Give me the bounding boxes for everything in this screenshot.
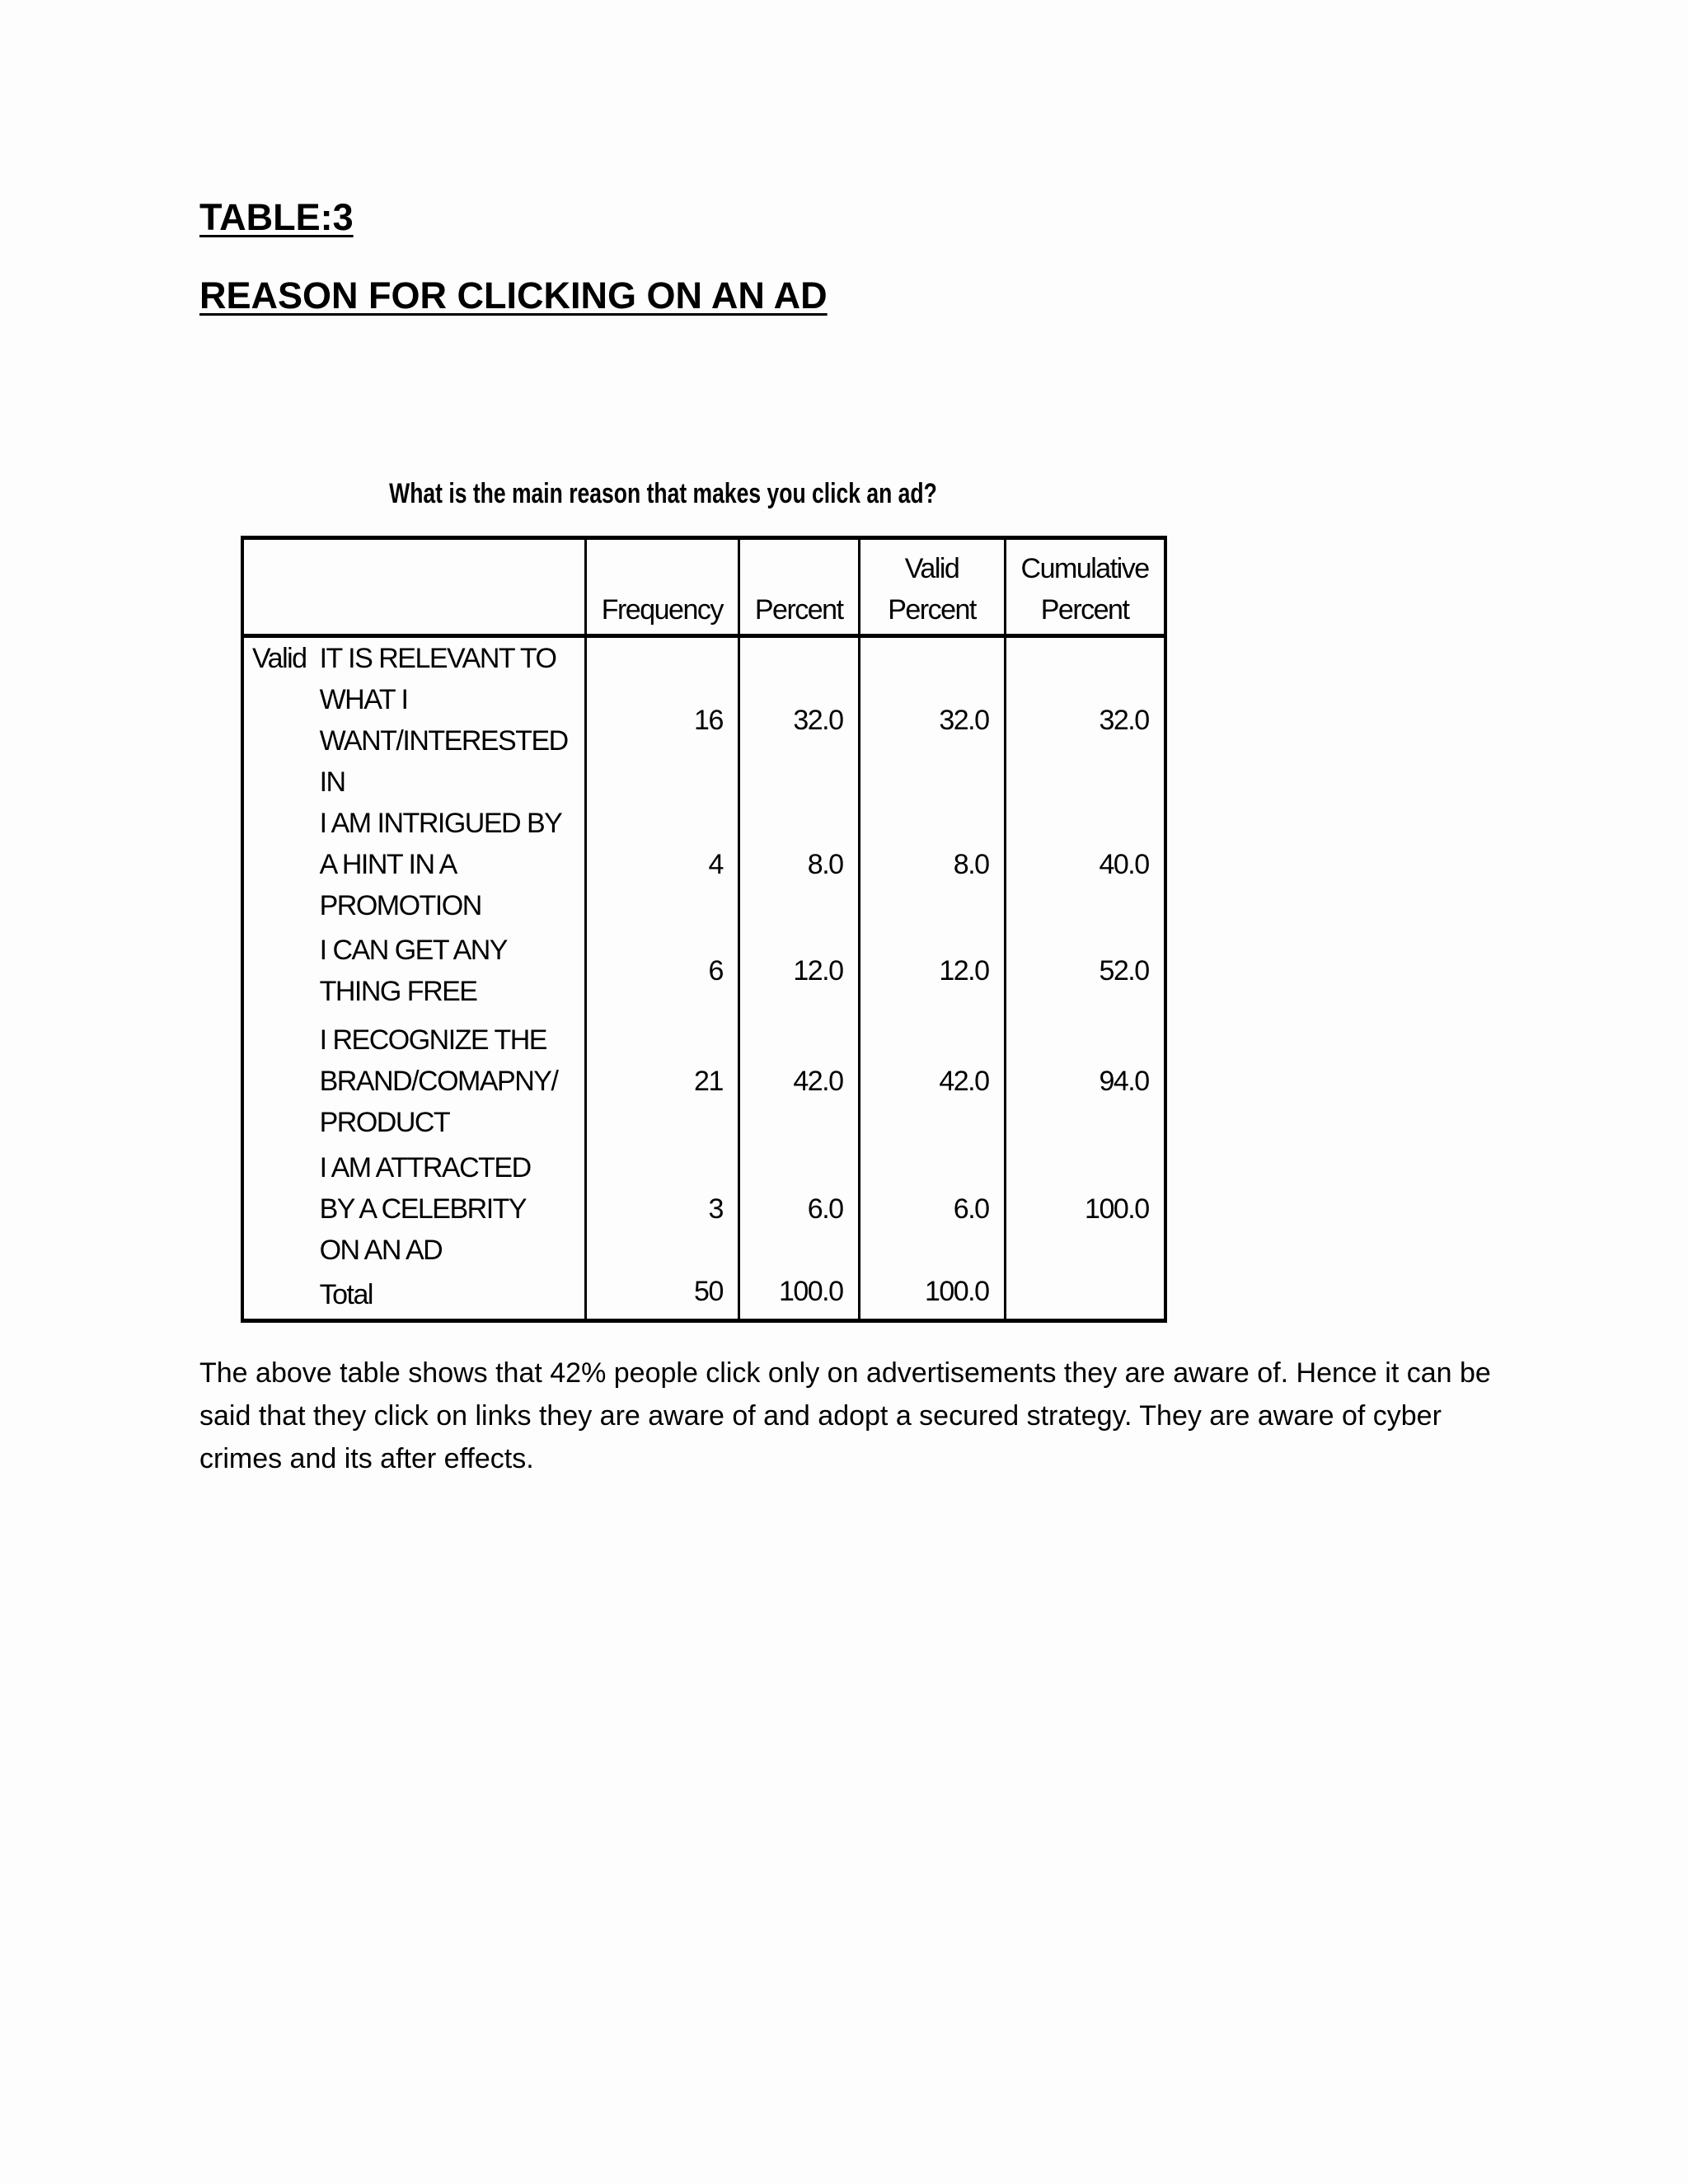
cell-percent: 8.0 bbox=[738, 803, 859, 926]
header-percent: Percent bbox=[738, 538, 859, 636]
row-label: I AM ATTRACTED BY A CELEBRITY ON AN AD bbox=[319, 1152, 531, 1266]
cell-percent: 42.0 bbox=[738, 1015, 859, 1147]
table-row bbox=[242, 803, 1165, 926]
total-cumulative-percent bbox=[1005, 1271, 1165, 1321]
cell-frequency: 21 bbox=[585, 1015, 738, 1147]
table-header-row bbox=[242, 538, 1165, 636]
total-frequency: 50 bbox=[585, 1271, 738, 1321]
header-blank-cell bbox=[242, 538, 585, 636]
cell-valid-percent: 8.0 bbox=[859, 803, 1005, 926]
total-label: Total bbox=[319, 1279, 373, 1310]
cell-frequency: 16 bbox=[585, 636, 738, 804]
cell-percent: 32.0 bbox=[738, 636, 859, 804]
cell-valid-percent: 42.0 bbox=[859, 1015, 1005, 1147]
table-row bbox=[242, 1015, 1165, 1147]
cell-cumulative-percent: 32.0 bbox=[1005, 636, 1165, 804]
cell-valid-percent: 6.0 bbox=[859, 1147, 1005, 1271]
table-row bbox=[242, 1147, 1165, 1271]
cell-cumulative-percent: 94.0 bbox=[1005, 1015, 1165, 1147]
header-frequency: Frequency bbox=[585, 538, 738, 636]
cell-frequency: 4 bbox=[585, 803, 738, 926]
cell-valid-percent: 32.0 bbox=[859, 636, 1005, 804]
row-label: I CAN GET ANY THING FREE bbox=[319, 935, 507, 1007]
table-total-row bbox=[242, 1271, 1165, 1321]
header-cumulative-percent: Cumulative Percent bbox=[1005, 538, 1165, 636]
cell-cumulative-percent: 52.0 bbox=[1005, 926, 1165, 1015]
group-label-valid: Valid bbox=[252, 643, 307, 674]
table-caption: What is the main reason that makes you click an ad? bbox=[389, 478, 937, 509]
cell-percent: 6.0 bbox=[738, 1147, 859, 1271]
row-label: IT IS RELEVANT TO WHAT I WANT/INTERESTED IN bbox=[319, 643, 568, 798]
row-label: I RECOGNIZE THE BRAND/COMAPNY/ PRODUCT bbox=[319, 1024, 558, 1138]
table-number-heading: TABLE:3 bbox=[199, 196, 354, 238]
summary-paragraph: The above table shows that 42% people click only on advertisements they are aware of. Hence it can be said that they click on links they are aware of and adopt a secured strategy. They are aware of cyber crimes and its after effects. bbox=[199, 1357, 1491, 1474]
row-label: I AM INTRIGUED BY A HINT IN A PROMOTION bbox=[319, 808, 561, 921]
total-percent: 100.0 bbox=[738, 1271, 859, 1321]
cell-valid-percent: 12.0 bbox=[859, 926, 1005, 1015]
table-row bbox=[242, 926, 1165, 1015]
cell-cumulative-percent: 100.0 bbox=[1005, 1147, 1165, 1271]
total-valid-percent: 100.0 bbox=[859, 1271, 1005, 1321]
cell-frequency: 6 bbox=[585, 926, 738, 1015]
cell-percent: 12.0 bbox=[738, 926, 859, 1015]
table-title-heading: REASON FOR CLICKING ON AN AD bbox=[199, 274, 828, 316]
header-valid-percent: Valid Percent bbox=[859, 538, 1005, 636]
table-row bbox=[242, 636, 1165, 804]
cell-frequency: 3 bbox=[585, 1147, 738, 1271]
cell-cumulative-percent: 40.0 bbox=[1005, 803, 1165, 926]
frequency-table bbox=[241, 536, 1167, 1323]
